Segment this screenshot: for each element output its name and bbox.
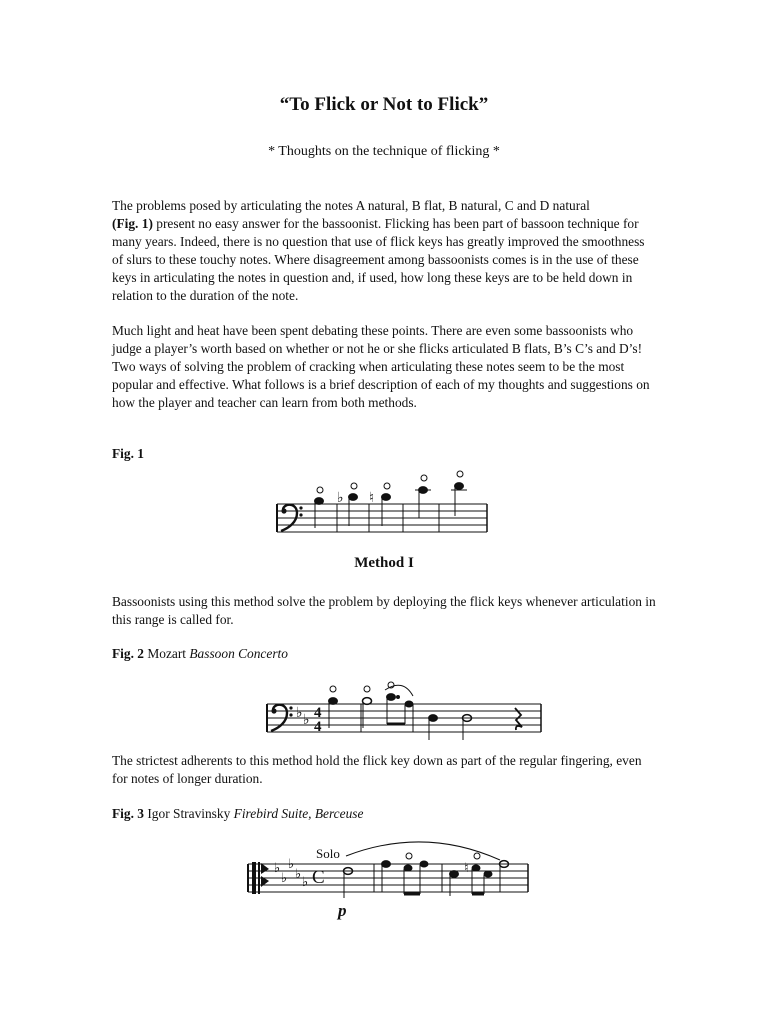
key-signature-flat-icon: ♭ (281, 870, 288, 885)
document-title: “To Flick or Not to Flick” (279, 94, 489, 115)
paragraph-2: Much light and heat have been spent debating these points. There are even some bassoonists who judge a player’s worth based on whether or not he or she flicks articulated B flats, B’s C’s and D’s! Two ways of solving the problem of cracking when articulating these notes seem to be the most popular and effective. What follows is a brief description of each of my thoughts and suggestions on how the player and teacher can learn from both methods. (112, 323, 650, 410)
key-signature-flat-icon: ♭ (295, 866, 302, 881)
key-signature-flat-icon: ♭ (302, 874, 309, 889)
key-signature-flat-icon: ♭ (274, 860, 281, 875)
time-signature-top: 4 (314, 705, 322, 721)
dynamic-marking: p (338, 901, 347, 920)
paragraph-4: The strictest adherents to this method hold the flick key down as part of the regular fingering, even for notes of longer duration. (112, 753, 642, 786)
fig1-label: Fig. 1 (112, 446, 144, 461)
document-subtitle: * Thoughts on the technique of flicking * (268, 144, 500, 159)
svg-text:♭: ♭ (337, 491, 344, 506)
fig2-composer: Mozart (144, 646, 190, 661)
svg-text:♮: ♮ (464, 860, 469, 875)
fig3-work: Firebird Suite, Berceuse (233, 806, 364, 821)
fig3-music-excerpt (244, 836, 534, 922)
fig2-work: Bassoon Concerto (189, 646, 288, 661)
paragraph-3: Bassoonists using this method solve the problem by deploying the flick keys whenever articulation in this range is called for. (112, 594, 656, 627)
fig3-label: Fig. 3 (112, 806, 144, 821)
paragraph-1-line1: The problems posed by articulating the notes A natural, B flat, B natural, C and D natural (112, 198, 590, 213)
fig1-reference: (Fig. 1) (112, 216, 153, 231)
svg-text:♮: ♮ (369, 491, 375, 506)
solo-marking: Solo (316, 846, 340, 861)
method-heading: Method I (354, 555, 414, 571)
paragraph-1-rest: present no easy answer for the bassoonist. Flicking has been part of bassoon technique for many years. Indeed, there is no question that use of flick keys has greatly improved the smoothness of slurs to these touchy notes. Where disagreement among bassoonists comes is in the use of these keys in articulating the notes in question and, if used, how long these keys are to be held down in relation to the duration of the note. (112, 216, 645, 303)
common-time-icon: C (312, 867, 325, 888)
key-signature-flat-icon: ♭ (288, 856, 295, 871)
fig2-music-excerpt (263, 680, 545, 744)
fig2-caption (112, 646, 288, 662)
paragraph-1 (112, 197, 657, 305)
fig2-label: Fig. 2 (112, 646, 144, 661)
time-signature-bottom: 4 (314, 719, 322, 735)
fig1-music-excerpt (273, 468, 491, 546)
key-signature-flat-icon: ♭ (303, 713, 310, 728)
fig3-caption (112, 806, 363, 822)
key-signature-flat-icon: ♭ (296, 706, 303, 721)
fig1-caption (112, 446, 144, 462)
fig3-composer: Igor Stravinsky (144, 806, 234, 821)
